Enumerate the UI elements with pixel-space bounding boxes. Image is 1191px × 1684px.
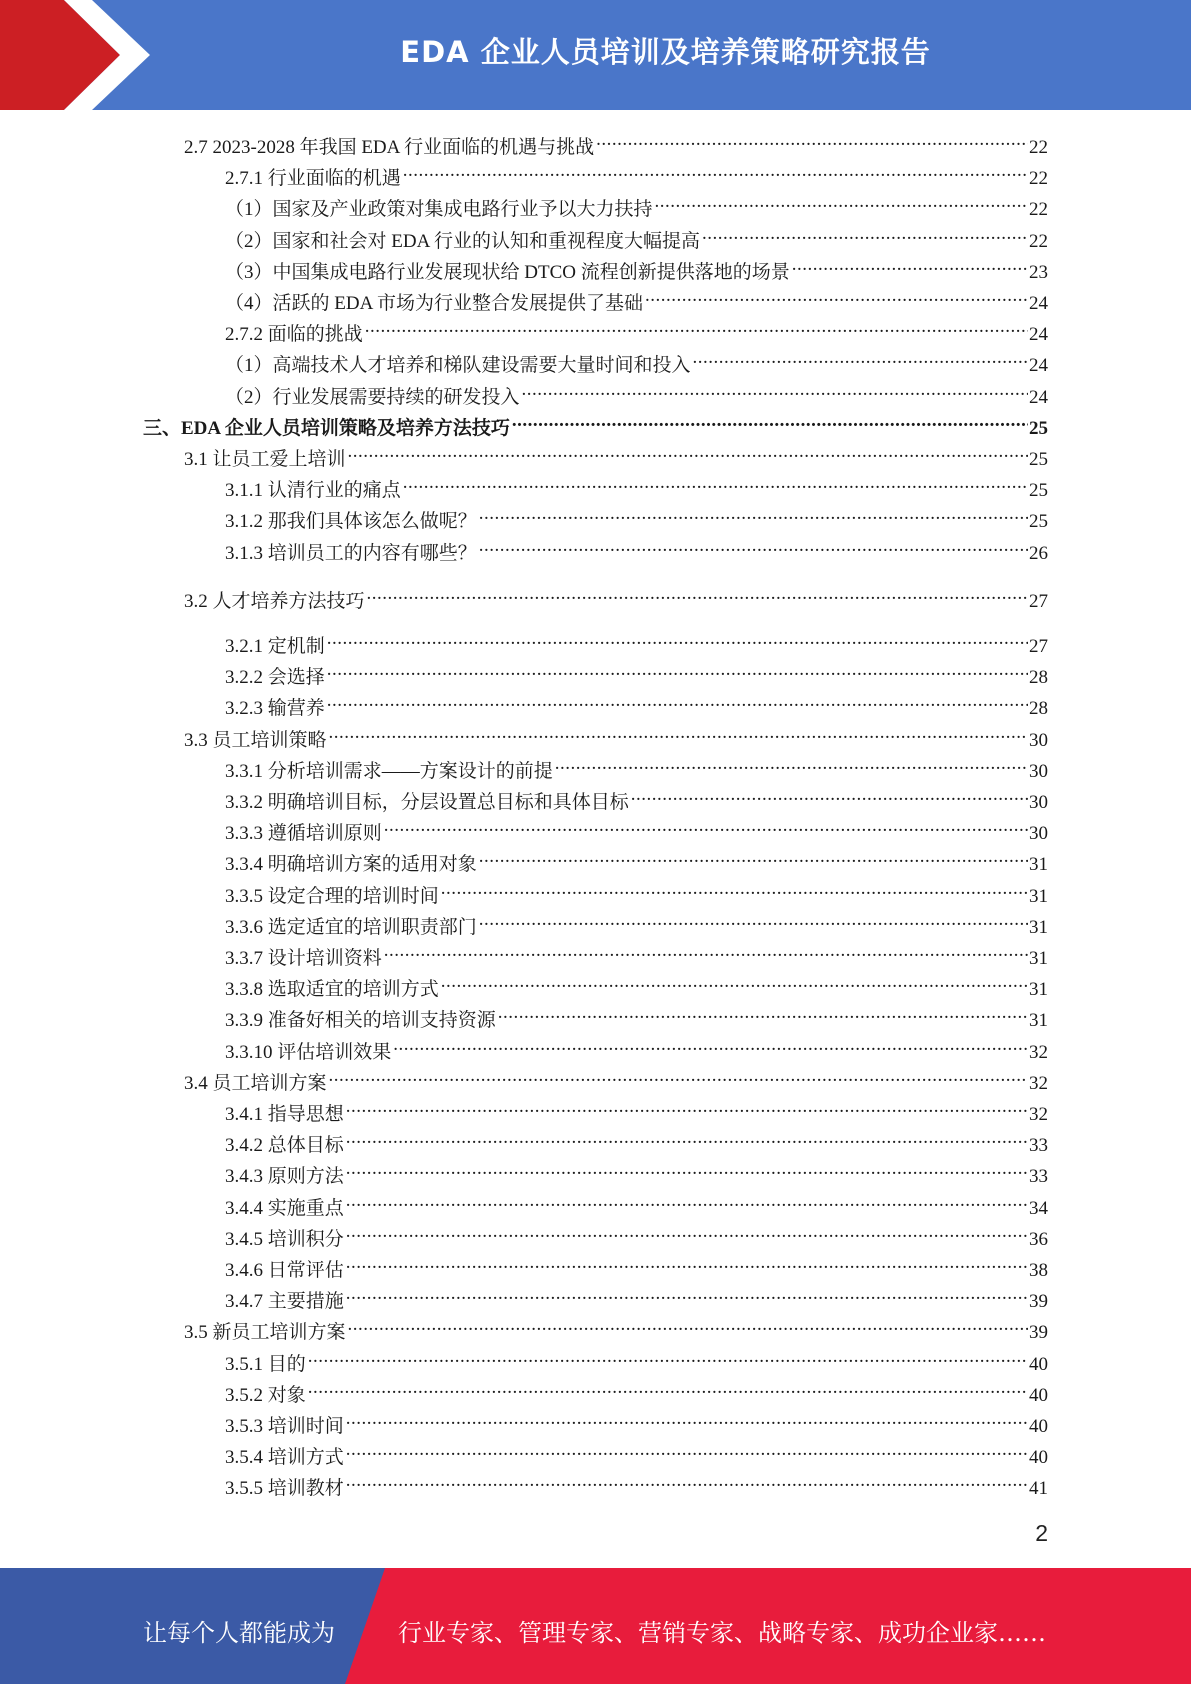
toc-dot-leader <box>645 283 1028 309</box>
toc-entry[interactable] <box>225 938 1048 969</box>
toc-entry-page: 25 <box>1029 449 1048 470</box>
toc-entry[interactable] <box>225 1125 1048 1156</box>
toc-entry-label: 3.3.6 选定适宜的培训职责部门 <box>225 917 477 938</box>
toc-entry[interactable] <box>225 844 1048 875</box>
toc-dot-leader <box>308 1375 1028 1401</box>
toc-dot-leader <box>403 158 1028 184</box>
toc-entry-page: 26 <box>1029 543 1048 564</box>
toc-entry[interactable] <box>225 1156 1048 1187</box>
toc-entry-label: 3.4 员工培训方案 <box>184 1073 327 1094</box>
toc-entry[interactable] <box>225 1344 1048 1375</box>
toc-dot-leader <box>479 533 1028 559</box>
toc-entry-label: 3.3 员工培训策略 <box>184 730 327 751</box>
toc-entry-page: 30 <box>1029 823 1048 844</box>
toc-entry-page: 27 <box>1029 591 1048 612</box>
toc-entry-page: 33 <box>1029 1135 1048 1156</box>
toc-entry-page: 33 <box>1029 1166 1048 1187</box>
toc-entry[interactable] <box>225 688 1048 719</box>
toc-entry-page: 27 <box>1029 636 1048 657</box>
toc-dot-leader <box>348 1312 1028 1338</box>
toc-dot-leader <box>346 1219 1028 1245</box>
toc-entry-page: 31 <box>1029 1010 1048 1031</box>
toc-entry-label: 3.4.3 原则方法 <box>225 1166 344 1187</box>
toc-entry-page: 31 <box>1029 886 1048 907</box>
toc-dot-leader <box>479 907 1028 933</box>
toc-entry[interactable] <box>225 782 1048 813</box>
toc-entry[interactable] <box>225 158 1048 189</box>
toc-dot-leader <box>441 969 1028 995</box>
toc-entry[interactable] <box>225 626 1048 657</box>
toc-entry-label: （2）行业发展需要持续的研发投入 <box>225 387 520 408</box>
toc-entry-page: 31 <box>1029 948 1048 969</box>
toc-dot-leader <box>655 189 1028 215</box>
toc-dot-leader <box>346 1125 1028 1151</box>
toc-dot-leader <box>327 688 1028 714</box>
footer-slogan-left: 让每个人都能成为 <box>143 1619 335 1647</box>
toc-entry[interactable] <box>225 1468 1048 1499</box>
toc-entry-page: 24 <box>1029 387 1048 408</box>
toc-entry[interactable] <box>225 1032 1048 1063</box>
toc-entry[interactable] <box>225 533 1048 564</box>
toc-entry-page: 34 <box>1029 1198 1048 1219</box>
toc-entry[interactable] <box>225 751 1048 782</box>
toc-entry-label: （1）高端技术人才培养和梯队建设需要大量时间和投入 <box>225 355 691 376</box>
toc-entry-label: （4）活跃的 EDA 市场为行业整合发展提供了基础 <box>225 293 644 314</box>
toc-entry[interactable] <box>184 720 1048 751</box>
toc-entry-page: 30 <box>1029 792 1048 813</box>
toc-entry-page: 32 <box>1029 1073 1048 1094</box>
toc-entry[interactable] <box>225 1188 1048 1219</box>
toc-entry-label: 3.5 新员工培训方案 <box>184 1322 346 1343</box>
toc-dot-leader <box>308 1344 1028 1370</box>
toc-dot-leader <box>393 1032 1028 1058</box>
toc-entry[interactable] <box>225 1000 1048 1031</box>
toc-entry-page: 31 <box>1029 917 1048 938</box>
toc-dot-leader <box>792 252 1028 278</box>
toc-entry-page: 41 <box>1029 1478 1048 1499</box>
toc-entry-page: 39 <box>1029 1291 1048 1312</box>
toc-entry-page: 28 <box>1029 698 1048 719</box>
toc-entry-label: 3.4.5 培训积分 <box>225 1229 344 1250</box>
toc-entry[interactable] <box>225 470 1048 501</box>
toc-entry[interactable] <box>225 252 1048 283</box>
toc-dot-leader <box>346 1468 1028 1494</box>
toc-entry[interactable] <box>184 1312 1048 1343</box>
toc-entry-label: （1）国家及产业政策对集成电路行业予以大力扶持 <box>225 199 653 220</box>
toc-dot-leader <box>348 439 1028 465</box>
toc-entry-label: 3.3.10 评估培训效果 <box>225 1042 392 1063</box>
toc-entry-label: 3.4.2 总体目标 <box>225 1135 344 1156</box>
toc-entry-page: 40 <box>1029 1385 1048 1406</box>
toc-entry-label: 3.5.5 培训教材 <box>225 1478 344 1499</box>
toc-entry[interactable] <box>184 581 1048 612</box>
toc-dot-leader <box>555 751 1028 777</box>
page-number: 2 <box>1035 1520 1048 1546</box>
toc-entry[interactable] <box>143 408 1048 439</box>
toc-entry[interactable] <box>225 1250 1048 1281</box>
toc-dot-leader <box>702 221 1028 247</box>
toc-entry-label: 3.3.1 分析培训需求——方案设计的前提 <box>225 761 553 782</box>
toc-entry-page: 25 <box>1029 511 1048 532</box>
toc-entry-label: 2.7.1 行业面临的机遇 <box>225 168 401 189</box>
toc-dot-leader <box>365 314 1028 340</box>
toc-dot-leader <box>346 1156 1028 1182</box>
toc-entry-label: 3.1.3 培训员工的内容有哪些？ <box>225 543 477 564</box>
toc-entry-label: 3.1 让员工爱上培训 <box>184 449 346 470</box>
toc-dot-leader <box>346 1437 1028 1463</box>
toc-entry[interactable] <box>225 1375 1048 1406</box>
toc-entry-page: 22 <box>1029 168 1048 189</box>
toc-entry-page: 31 <box>1029 979 1048 1000</box>
toc-entry-label: 3.1.1 认清行业的痛点 <box>225 480 401 501</box>
toc-entry-page: 28 <box>1029 667 1048 688</box>
toc-dot-leader <box>327 657 1028 683</box>
toc-dot-leader <box>346 1094 1028 1120</box>
toc-entry[interactable] <box>225 657 1048 688</box>
toc-entry-page: 22 <box>1029 231 1048 252</box>
toc-entry-label: 3.4.6 日常评估 <box>225 1260 344 1281</box>
toc-entry[interactable] <box>225 1437 1048 1468</box>
toc-dot-leader <box>346 1281 1028 1307</box>
toc-entry[interactable] <box>184 439 1048 470</box>
toc-entry[interactable] <box>225 221 1048 252</box>
toc-dot-leader <box>346 1406 1028 1432</box>
toc-entry-page: 30 <box>1029 761 1048 782</box>
toc-dot-leader <box>327 626 1028 652</box>
toc-entry-label: 3.1.2 那我们具体该怎么做呢？ <box>225 511 477 532</box>
toc-entry-page: 25 <box>1029 480 1048 501</box>
toc-entry[interactable] <box>184 1063 1048 1094</box>
toc-entry-page: 36 <box>1029 1229 1048 1250</box>
toc-entry-label: 3.5.3 培训时间 <box>225 1416 344 1437</box>
toc-dot-leader <box>596 127 1028 153</box>
toc-entry[interactable] <box>225 1094 1048 1125</box>
toc-dot-leader <box>479 501 1028 527</box>
toc-entry-page: 23 <box>1029 262 1048 283</box>
toc-entry-label: 3.4.7 主要措施 <box>225 1291 344 1312</box>
toc-entry-page: 32 <box>1029 1104 1048 1125</box>
toc-entry[interactable] <box>225 501 1048 532</box>
toc-dot-leader <box>329 720 1028 746</box>
toc-dot-leader <box>498 1000 1028 1026</box>
toc-dot-leader <box>479 844 1028 870</box>
footer-slogan-right: 行业专家、管理专家、营销专家、战略专家、成功企业家…… <box>398 1619 1046 1647</box>
toc-entry-page: 38 <box>1029 1260 1048 1281</box>
toc-entry-label: 3.5.4 培训方式 <box>225 1447 344 1468</box>
toc-entry-label: 3.5.1 目的 <box>225 1354 306 1375</box>
toc-entry-label: （3）中国集成电路行业发展现状给 DTCO 流程创新提供落地的场景 <box>225 262 790 283</box>
toc-dot-leader <box>346 1250 1028 1276</box>
toc-entry-page: 22 <box>1029 199 1048 220</box>
toc-entry[interactable] <box>225 969 1048 1000</box>
toc-entry-page: 32 <box>1029 1042 1048 1063</box>
toc-entry-page: 39 <box>1029 1322 1048 1343</box>
toc-entry[interactable] <box>225 189 1048 220</box>
toc-entry-page: 31 <box>1029 854 1048 875</box>
toc-dot-leader <box>403 470 1028 496</box>
toc-entry-label: 3.3.4 明确培训方案的适用对象 <box>225 854 477 875</box>
toc-entry-label: 3.3.8 选取适宜的培训方式 <box>225 979 439 1000</box>
toc-entry-page: 24 <box>1029 293 1048 314</box>
toc-entry-label: 3.3.3 遵循培训原则 <box>225 823 382 844</box>
toc-entry-label: 3.3.2 明确培训目标，分层设置总目标和具体目标 <box>225 792 629 813</box>
toc-entry-label: 3.4.1 指导思想 <box>225 1104 344 1125</box>
toc-entry-label: 3.5.2 对象 <box>225 1385 306 1406</box>
toc-entry[interactable] <box>225 907 1048 938</box>
toc-entry[interactable] <box>225 1406 1048 1437</box>
toc-entry-label: 3.3.5 设定合理的培训时间 <box>225 886 439 907</box>
toc-dot-leader <box>631 782 1028 808</box>
toc-dot-leader <box>522 377 1028 403</box>
toc-entry[interactable] <box>225 1281 1048 1312</box>
report-title: EDA 企业人员培训及培养策略研究报告 <box>400 35 931 69</box>
toc-entry[interactable] <box>225 283 1048 314</box>
toc-entry-page: 25 <box>1029 418 1048 439</box>
toc-entry-label: 2.7 2023-2028 年我国 EDA 行业面临的机遇与挑战 <box>184 137 595 158</box>
toc-entry[interactable] <box>225 377 1048 408</box>
toc-entry[interactable] <box>225 314 1048 345</box>
page-footer <box>0 1568 1191 1684</box>
toc-entry-page: 40 <box>1029 1416 1048 1437</box>
toc-entry[interactable] <box>225 1219 1048 1250</box>
toc-entry[interactable] <box>184 127 1048 158</box>
toc-dot-leader <box>329 1063 1028 1089</box>
toc-entry-label: 3.3.9 准备好相关的培训支持资源 <box>225 1010 496 1031</box>
toc-entry[interactable] <box>225 345 1048 376</box>
toc-entry-label: 三、EDA 企业人员培训策略及培养方法技巧 <box>143 418 510 439</box>
chevron-arrow-icon <box>0 0 150 110</box>
toc-entry-page: 30 <box>1029 730 1048 751</box>
toc-entry-label: 2.7.2 面临的挑战 <box>225 324 363 345</box>
toc-dot-leader <box>441 876 1028 902</box>
toc-dot-leader <box>346 1188 1028 1214</box>
toc-dot-leader <box>367 581 1028 607</box>
toc-dot-leader <box>384 938 1028 964</box>
toc-dot-leader <box>693 345 1028 371</box>
toc-entry-label: 3.2.1 定机制 <box>225 636 325 657</box>
toc-dot-leader <box>384 813 1028 839</box>
toc-entry[interactable] <box>225 813 1048 844</box>
toc-dot-leader <box>512 408 1028 434</box>
toc-entry-label: 3.3.7 设计培训资料 <box>225 948 382 969</box>
page-header <box>0 0 1191 110</box>
toc-entry-page: 40 <box>1029 1354 1048 1375</box>
toc-entry-page: 22 <box>1029 137 1048 158</box>
toc-entry-label: 3.2.2 会选择 <box>225 667 325 688</box>
toc-entry[interactable] <box>225 876 1048 907</box>
toc-entry-label: 3.4.4 实施重点 <box>225 1198 344 1219</box>
toc-entry-label: （2）国家和社会对 EDA 行业的认知和重视程度大幅提高 <box>225 231 701 252</box>
toc-entry-label: 3.2.3 输营养 <box>225 698 325 719</box>
toc-entry-label: 3.2 人才培养方法技巧 <box>184 591 365 612</box>
toc-entry-page: 24 <box>1029 324 1048 345</box>
toc-entry-page: 24 <box>1029 355 1048 376</box>
toc-entry-page: 40 <box>1029 1447 1048 1468</box>
